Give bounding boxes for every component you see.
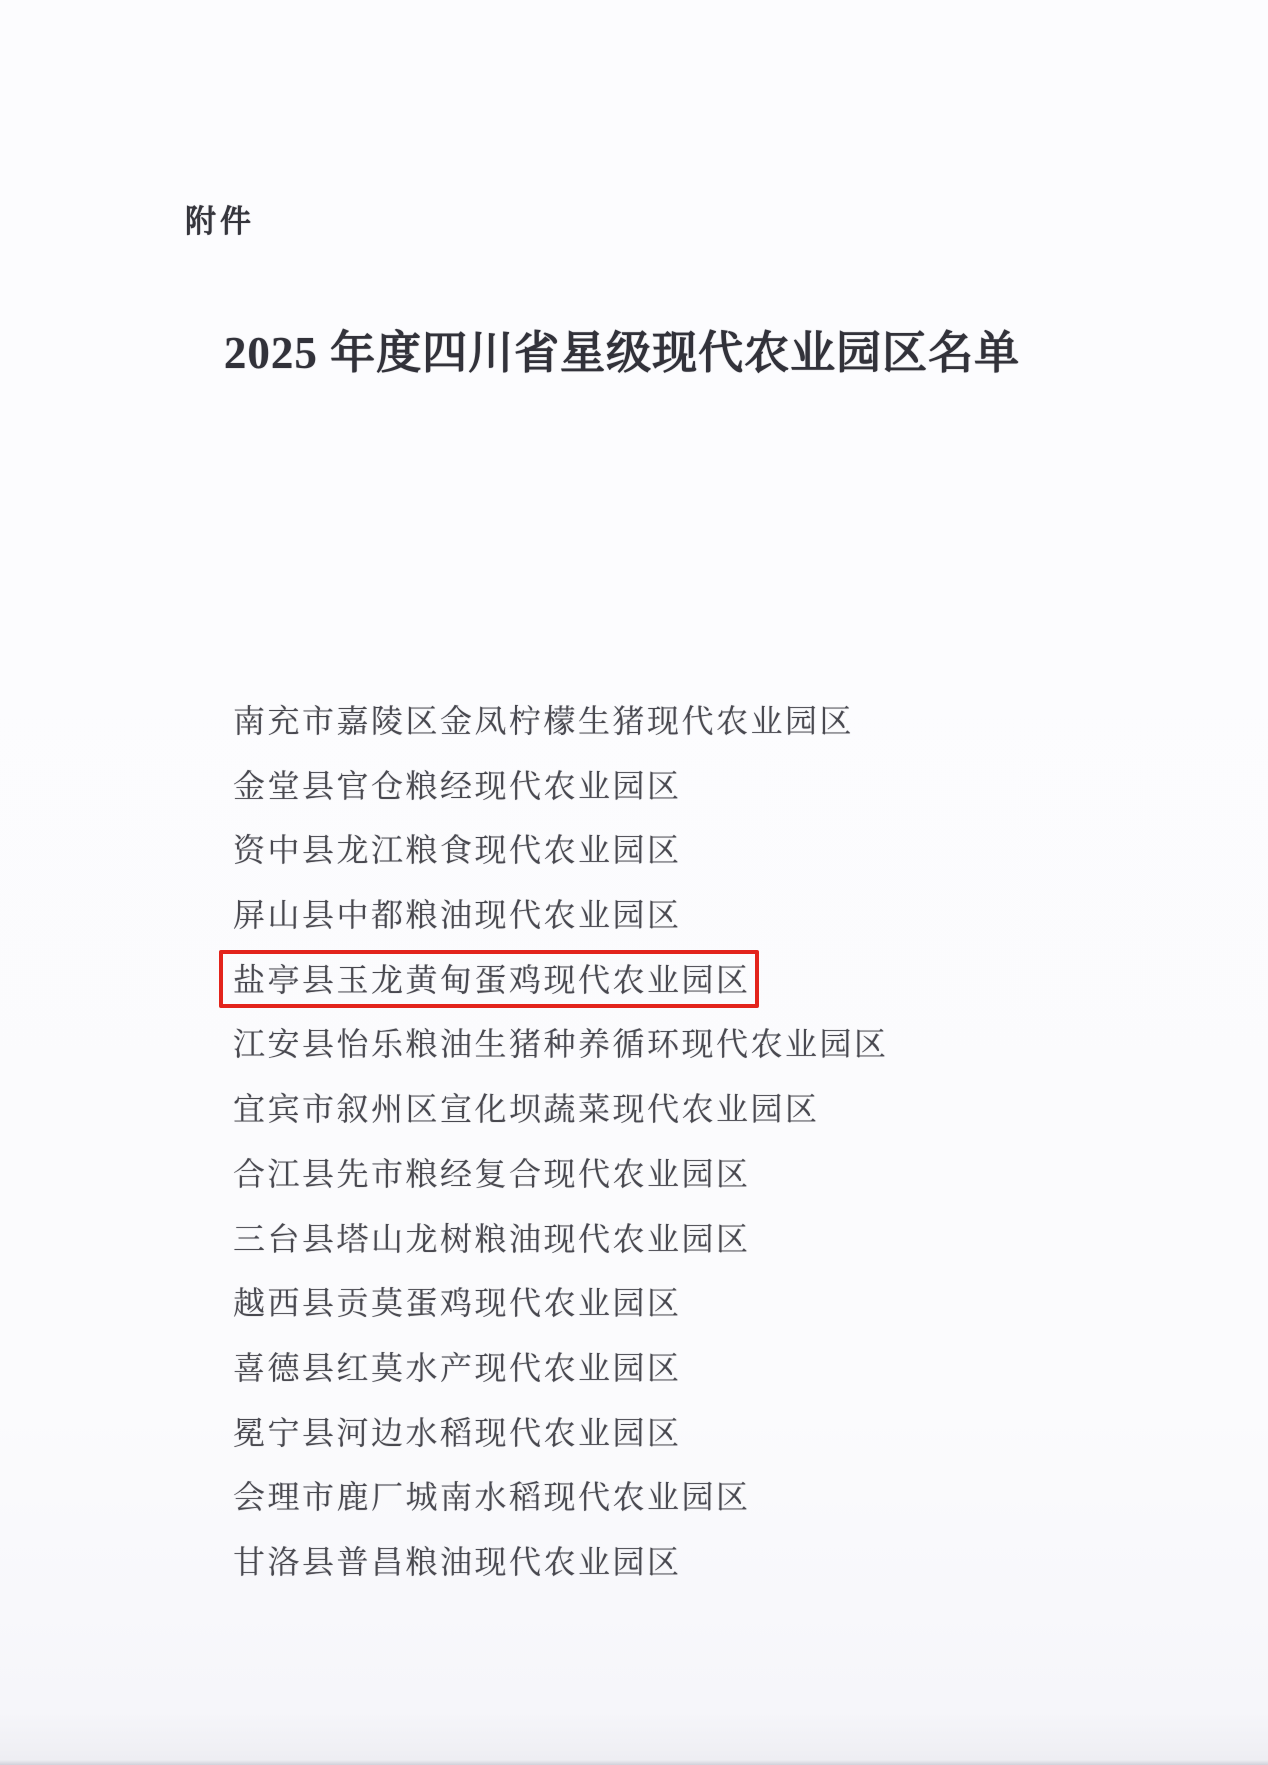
list-item-highlighted: [233, 959, 1268, 1024]
list-item: [233, 1476, 1268, 1541]
list-item-text: 盐亭县玉龙黄甸蛋鸡现代农业园区: [233, 959, 751, 1001]
list-item-text: 越西县贡莫蛋鸡现代农业园区: [233, 1285, 682, 1322]
park-list: [233, 700, 1268, 1606]
list-item-text: 南充市嘉陵区金凤柠檬生猪现代农业园区: [233, 703, 855, 739]
list-item-text: 江安县怡乐粮油生猪种养循环现代农业园区: [233, 1026, 889, 1063]
list-item: [233, 1541, 1268, 1606]
list-item-text: 喜德县红莫水产现代农业园区: [233, 1349, 682, 1386]
list-item: [233, 765, 1268, 830]
list-item-text: 宜宾市叙州区宣化坝蔬菜现代农业园区: [233, 1091, 820, 1128]
list-item-text: 资中县龙江粮食现代农业园区: [233, 832, 682, 869]
list-item-text: 屏山县中都粮油现代农业园区: [233, 897, 682, 934]
list-item-text: 金堂县官仓粮经现代农业园区: [233, 767, 682, 804]
list-item-text: 冕宁县河边水稻现代农业园区: [233, 1414, 682, 1451]
list-item: [233, 829, 1268, 894]
list-item: [233, 1153, 1268, 1218]
list-item: [233, 894, 1268, 959]
list-item-text: 会理市鹿厂城南水稻现代农业园区: [233, 1479, 751, 1516]
list-item: [233, 1023, 1268, 1088]
list-item-text: 三台县塔山龙树粮油现代农业园区: [233, 1220, 751, 1257]
list-item: [233, 1282, 1268, 1347]
page-title: 2025 年度四川省星级现代农业园区名单: [223, 328, 1021, 378]
list-item: [233, 700, 1268, 765]
list-item: [233, 1347, 1268, 1412]
list-item-text: 合江县先市粮经复合现代农业园区: [233, 1155, 751, 1192]
list-item: [233, 1218, 1268, 1283]
attachment-label: 附件: [185, 204, 255, 239]
list-item-text: 甘洛县普昌粮油现代农业园区: [233, 1543, 682, 1580]
list-item: [233, 1088, 1268, 1153]
page-edge-shadow: [0, 1760, 1268, 1765]
list-item: [233, 1412, 1268, 1477]
